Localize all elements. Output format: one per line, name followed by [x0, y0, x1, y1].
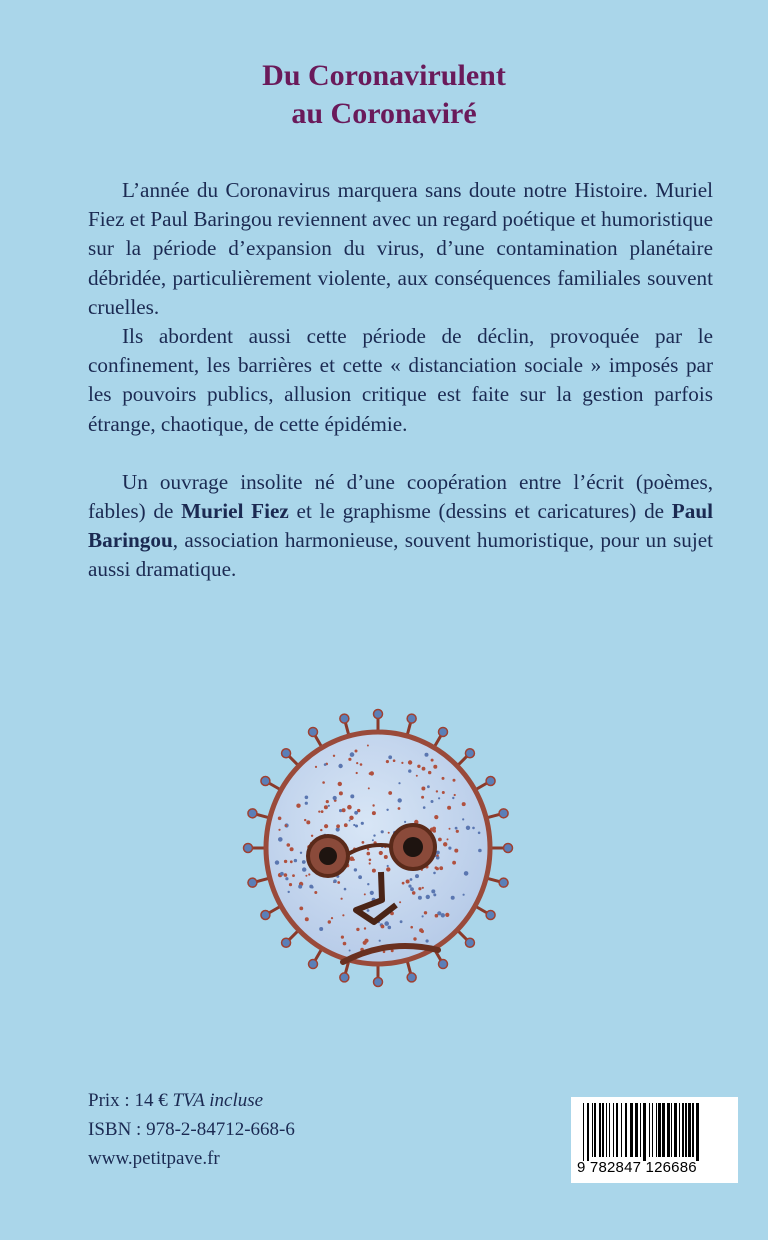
barcode-bar	[635, 1103, 638, 1157]
virus-dot	[333, 796, 337, 800]
virus-dot	[388, 791, 392, 795]
publisher-website: www.petitpave.fr	[88, 1148, 220, 1169]
virus-dot	[290, 847, 294, 851]
title-line-1: Du Coronavirulent	[262, 59, 506, 92]
virus-dot	[353, 824, 355, 826]
virus-dot	[462, 818, 464, 820]
price-label: Prix : 14 €	[88, 1090, 173, 1111]
virus-dot	[350, 794, 354, 798]
virus-dot	[321, 810, 324, 813]
virus-dot	[447, 806, 451, 810]
virus-dot	[408, 885, 411, 888]
blurb-text: Un ouvrage insolite né d’une coopération entre l’écrit (poèmes, fables) de	[88, 469, 713, 524]
barcode-bar	[643, 1103, 646, 1161]
virus-spike-tip	[309, 960, 318, 969]
virus-dot	[355, 825, 358, 828]
virus-dot	[418, 887, 421, 890]
virus-dot	[284, 860, 287, 863]
virus-spike-tip	[248, 878, 257, 887]
blurb	[88, 176, 713, 585]
virus-dot	[372, 804, 374, 806]
virus-dot	[341, 898, 343, 900]
barcode-bar	[692, 1103, 694, 1157]
virus-dot	[361, 822, 364, 825]
virus-dot	[342, 914, 344, 916]
virus-spike-tip	[374, 710, 383, 719]
virus-dot	[398, 782, 400, 784]
virus-spike-tip	[486, 777, 495, 786]
price	[88, 1086, 295, 1115]
isbn: ISBN : 978-2-84712-668-6	[88, 1119, 295, 1140]
barcode-bar	[688, 1103, 691, 1157]
virus-dot	[280, 872, 284, 876]
virus-dot	[404, 821, 406, 823]
virus-dot	[442, 791, 445, 794]
virus-dot	[363, 941, 367, 945]
virus-dot	[298, 885, 302, 889]
virus-spike-tip	[504, 844, 513, 853]
virus-dot	[356, 762, 358, 764]
virus-dot	[410, 878, 413, 881]
virus-dot	[349, 950, 351, 952]
barcode-bar	[594, 1103, 596, 1157]
blurb-paragraph-1: L’année du Coronavirus marquera sans doute notre Histoire. Muriel Fiez et Paul Baringou reviennent avec un regard poétique et humoristique sur la période d’expansion du virus, d’une contamination planétaire débridée, particulièrement violente, aux conséquences familiales souvent cruelles.	[88, 178, 713, 319]
virus-dot	[336, 824, 340, 828]
virus-dot	[319, 927, 323, 931]
virus-dot	[324, 805, 328, 809]
virus-dot	[275, 860, 279, 864]
virus-dot	[287, 843, 291, 847]
virus-dot	[367, 883, 369, 885]
virus-dot	[454, 794, 456, 796]
virus-dot	[386, 809, 388, 811]
virus-dot	[296, 804, 300, 808]
virus-body	[266, 732, 490, 964]
virus-dot	[422, 887, 424, 889]
book-title	[0, 57, 768, 133]
virus-dot	[288, 891, 290, 893]
virus-dot	[436, 854, 438, 856]
virus-dot	[311, 886, 314, 889]
virus-dot	[292, 874, 295, 877]
barcode-bar	[679, 1103, 680, 1157]
virus-dot	[439, 866, 443, 870]
blurb-paragraph-3	[88, 468, 713, 585]
virus-dot	[478, 849, 482, 853]
virus-dot	[416, 775, 418, 777]
publication-info	[88, 1086, 295, 1173]
virus-dot	[431, 800, 434, 803]
virus-dot	[400, 920, 403, 923]
virus-dot	[449, 828, 451, 830]
virus-dot	[421, 787, 425, 791]
virus-dot	[436, 790, 438, 792]
virus-dot	[349, 820, 351, 822]
virus-dot	[432, 827, 436, 831]
virus-dot	[438, 838, 442, 842]
virus-dot	[338, 782, 342, 786]
virus-dot	[347, 805, 352, 810]
virus-dot	[466, 826, 470, 830]
virus-dot	[331, 917, 333, 919]
author-name: Muriel Fiez	[181, 499, 289, 524]
virus-spike-tip	[439, 727, 448, 736]
blurb-text: , association harmonieuse, souvent humoristique, pour un sujet aussi dramatique.	[88, 528, 713, 582]
virus-dot	[289, 883, 292, 886]
virus-dot	[445, 913, 449, 917]
barcode-bar	[656, 1103, 657, 1157]
virus-dot	[410, 887, 414, 891]
virus-dot	[300, 852, 302, 854]
barcode-bar	[625, 1103, 627, 1157]
virus-spike-tip	[340, 973, 349, 982]
virus-dot	[384, 921, 389, 926]
virus-dot	[285, 877, 288, 880]
barcode-bar	[696, 1103, 699, 1161]
virus-dot	[369, 862, 371, 864]
virus-dot	[356, 928, 359, 931]
virus-spike-tip	[407, 973, 416, 982]
barcode-bar	[685, 1103, 687, 1157]
virus-dot	[386, 867, 390, 871]
virus-dot	[408, 760, 412, 764]
virus-dot	[417, 765, 420, 768]
virus-dot	[343, 942, 347, 946]
virus-dot	[290, 860, 293, 863]
virus-dot	[451, 896, 455, 900]
virus-dot	[338, 764, 342, 768]
virus-dot	[302, 867, 306, 871]
virus-dot	[302, 860, 306, 864]
virus-dot	[333, 755, 335, 757]
virus-dot	[388, 832, 390, 834]
virus-dot	[398, 807, 401, 810]
virus-dot	[423, 806, 426, 809]
virus-dot	[452, 797, 454, 799]
virus-dot	[354, 868, 357, 871]
virus-dot	[362, 841, 365, 844]
virus-dot	[305, 917, 309, 921]
virus-dot	[318, 811, 320, 813]
virus-dot	[285, 824, 288, 827]
virus-dot	[413, 937, 416, 940]
virus-dot	[448, 847, 451, 850]
virus-dot	[314, 891, 317, 894]
virus-dot	[370, 891, 374, 895]
virus-dot	[333, 879, 337, 883]
barcode-bar	[682, 1103, 684, 1157]
virus-dot	[364, 927, 366, 929]
virus-dot	[426, 895, 430, 899]
virus-dot	[367, 745, 369, 747]
barcode-bar	[606, 1103, 607, 1157]
virus-dot	[462, 802, 466, 806]
virus-dot	[433, 893, 436, 896]
virus-spike-tip	[407, 714, 416, 723]
virus-dot	[349, 816, 353, 820]
barcode-digits: 9 782847 126686	[577, 1159, 697, 1176]
title-line-2: au Coronaviré	[291, 97, 477, 130]
barcode-bar	[662, 1103, 665, 1157]
virus-dot	[447, 838, 449, 840]
virus-dot	[454, 849, 458, 853]
virus-dot	[339, 791, 343, 795]
barcode-bar	[674, 1103, 677, 1157]
virus-dot	[370, 771, 374, 775]
barcode-bar	[613, 1103, 614, 1157]
barcode-bar	[602, 1103, 604, 1157]
virus-dot	[408, 769, 411, 772]
virus-dot	[322, 781, 325, 784]
virus-dot	[399, 901, 401, 903]
virus-dot	[428, 771, 431, 774]
barcode-bar	[609, 1103, 610, 1157]
virus-dot	[367, 852, 371, 856]
virus-dot	[442, 777, 445, 780]
virus-dot	[426, 939, 429, 942]
price-tax: TVA incluse	[172, 1090, 264, 1111]
virus-dot	[453, 779, 456, 782]
virus-dot	[381, 830, 384, 833]
virus-dot	[398, 798, 402, 802]
virus-dot	[464, 871, 469, 876]
virus-dot	[353, 859, 355, 861]
virus-dot	[379, 851, 383, 855]
virus-dot	[360, 763, 363, 766]
virus-dot	[315, 766, 317, 768]
virus-dot	[435, 866, 438, 869]
barcode-bar	[649, 1103, 650, 1157]
virus-dot	[350, 752, 355, 757]
virus-dot	[337, 881, 340, 884]
virus-dot	[320, 829, 322, 831]
virus-dot	[425, 753, 429, 757]
virus-dot	[401, 762, 403, 764]
virus-dot	[419, 928, 423, 932]
virus-spike-tip	[499, 878, 508, 887]
virus-dot	[372, 811, 376, 815]
virus-dot	[415, 874, 419, 878]
virus-dot	[435, 914, 439, 918]
virus-spike-tip	[261, 911, 270, 920]
barcode-bar	[630, 1103, 633, 1157]
virus-dot	[372, 839, 374, 841]
virus-dot	[311, 835, 313, 837]
virus-dot	[393, 759, 396, 762]
virus-dot	[308, 873, 310, 875]
virus-dot	[422, 915, 424, 917]
virus-dot	[304, 819, 306, 821]
barcode-bar	[667, 1103, 670, 1157]
barcode-bar	[671, 1103, 672, 1157]
virus-dot	[431, 759, 434, 762]
virus-dot	[456, 830, 459, 833]
virus-dot	[355, 750, 358, 753]
virus-dot	[278, 829, 280, 831]
virus-dot	[372, 869, 376, 873]
virus-dot	[406, 880, 410, 884]
virus-dot	[438, 797, 440, 799]
virus-dot	[344, 823, 348, 827]
virus-dot	[278, 837, 283, 842]
virus-dot	[422, 767, 426, 771]
barcode-bar	[640, 1103, 641, 1157]
virus-dot	[328, 805, 330, 807]
barcode-bar	[652, 1103, 653, 1157]
virus-spike-tip	[499, 809, 508, 818]
blurb-text: et le graphisme (dessins et caricatures) de	[288, 499, 672, 524]
virus-dot	[424, 911, 427, 914]
virus-dot	[356, 772, 358, 774]
virus-dot	[388, 755, 392, 759]
virus-dot	[455, 827, 458, 830]
virus-spike-tip	[248, 809, 257, 818]
virus-dot	[421, 796, 424, 799]
blurb-paragraph-2: Ils abordent aussi cette période de déclin, provoquée par le confinement, les barrières et cette « distanciation sociale » imposés par les pouvoirs publics, allusion critique est faite sur la gestion parfois étrange, chaotique, de cette épidémie.	[88, 324, 713, 436]
virus-dot	[373, 834, 375, 836]
virus-dot	[410, 926, 413, 929]
barcode-bar	[583, 1103, 584, 1161]
virus-spike-tip	[309, 727, 318, 736]
virus-dot	[463, 894, 465, 896]
virus-spike-tip	[282, 749, 291, 758]
virus-dot	[384, 855, 388, 859]
virus-spike-tip	[244, 844, 253, 853]
virus-dot	[388, 926, 392, 930]
barcode-bar	[599, 1103, 601, 1157]
virus-dot	[478, 832, 481, 835]
virus-dot	[358, 875, 362, 879]
virus-spike-tip	[465, 749, 474, 758]
barcode-bar	[592, 1103, 593, 1157]
virus-dot	[305, 802, 308, 805]
virus-dot	[433, 765, 437, 769]
virus-dot	[278, 817, 282, 821]
virus-dot	[305, 796, 309, 800]
barcode-bar	[658, 1103, 661, 1157]
virus-dot	[299, 907, 303, 911]
virus-dot	[341, 936, 344, 939]
virus-dot	[418, 896, 422, 900]
virus-dot	[368, 787, 370, 789]
virus-dot	[328, 920, 331, 923]
virus-dot	[433, 872, 436, 875]
virus-spike-tip	[340, 714, 349, 723]
virus-spike-tip	[465, 938, 474, 947]
virus-dot	[369, 859, 372, 862]
virus-dot	[306, 820, 310, 824]
virus-dot	[284, 873, 288, 877]
virus-dot	[344, 888, 347, 891]
virus-dot	[443, 842, 447, 846]
virus-dot	[367, 909, 370, 912]
virus-dot	[427, 785, 430, 788]
virus-dot	[379, 940, 381, 942]
barcode	[571, 1097, 738, 1183]
virus-dot	[387, 865, 389, 867]
virus-dot	[381, 925, 385, 929]
virus-spike-tip	[261, 777, 270, 786]
virus-dot	[342, 808, 346, 812]
virus-dot	[412, 891, 416, 895]
barcode-bar	[587, 1103, 589, 1161]
virus-caricature-icon	[228, 700, 528, 1000]
virus-dot	[434, 815, 438, 819]
virus-dot	[402, 882, 405, 885]
virus-spike-tip	[439, 960, 448, 969]
virus-dot	[294, 859, 297, 862]
virus-dot	[386, 760, 389, 763]
virus-spike-tip	[282, 938, 291, 947]
virus-spike-tip	[486, 911, 495, 920]
illustrator-name: Paul Baringou	[88, 499, 714, 553]
virus-dot	[326, 800, 329, 803]
barcode-bar	[616, 1103, 618, 1157]
barcode-bar	[621, 1103, 622, 1157]
virus-dot	[354, 811, 358, 815]
virus-dot	[324, 824, 328, 828]
virus-dot	[364, 893, 366, 895]
virus-dot	[472, 827, 475, 830]
virus-dot	[452, 861, 456, 865]
virus-dot	[305, 875, 307, 877]
virus-dot	[324, 763, 327, 766]
virus-dot	[431, 889, 435, 893]
virus-dot	[348, 758, 351, 761]
virus-spike-tip	[374, 978, 383, 987]
